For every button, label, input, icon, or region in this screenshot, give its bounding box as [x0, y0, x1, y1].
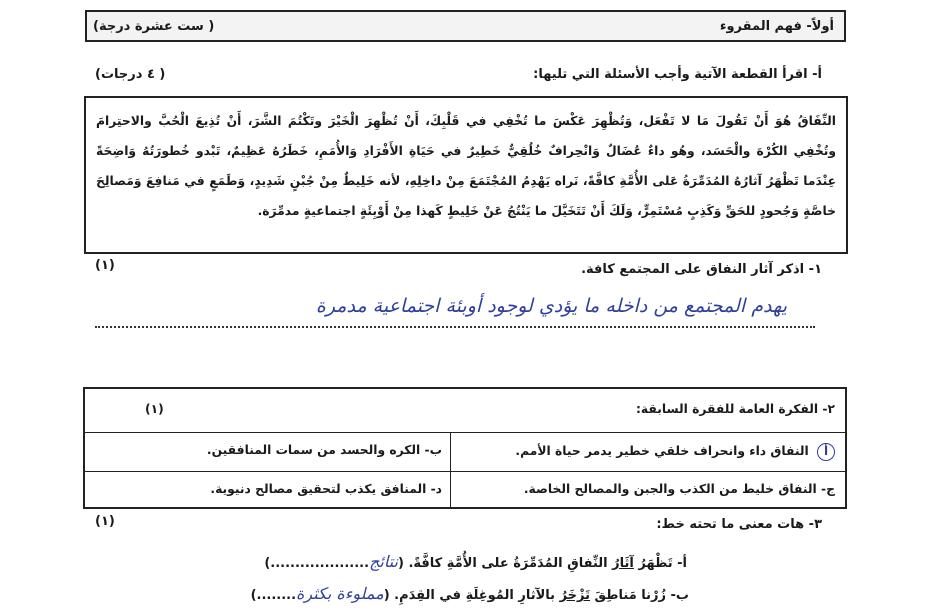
option-c-text: ج- النفاق خليط من الكذب والجبن والمصالح الخاصة.	[523, 482, 835, 496]
table-row	[85, 433, 845, 472]
item-a-handwritten-answer: نتائج	[369, 552, 398, 571]
item-a-underlined-word: آثَارُ	[612, 556, 634, 571]
multiple-choice-table	[83, 387, 847, 509]
question-3: ٣- هات معنى ما تحته خط:	[656, 517, 822, 532]
question-3-item-a	[264, 552, 687, 571]
item-a-after: النِّفاقِ المُدَمِّرَةُ على الأُمَّةِ كافَّةً. (	[398, 556, 613, 571]
question-3-item-b	[251, 584, 689, 603]
item-b-handwritten-answer: مملوءة بكثرة	[296, 584, 384, 603]
item-b-before: ب- زُرْنا مَناطِقَ	[590, 588, 689, 603]
section-title: أولاً- فهم المقروء	[719, 19, 834, 34]
question-3-score: (١)	[95, 514, 115, 529]
section-header	[85, 10, 846, 42]
option-b[interactable]	[85, 433, 451, 471]
question-2: ٢- الفكرة العامة للفقرة السابقة:	[636, 402, 835, 416]
option-c[interactable]	[447, 472, 845, 507]
option-b-text: ب- الكره والحسد من سمات المنافقين.	[206, 443, 442, 457]
item-b-dots: ........)	[250, 588, 297, 603]
section-a-instruction: أ- اقرأ القطعة الآتية وأجب الأسئلة التي تليها:	[533, 67, 822, 82]
section-score: ( ست عشرة درجة)	[93, 19, 215, 34]
reading-passage: النِّفَاقُ هُوَ أَنْ تَقُولَ مَا لا تَفْعَل، وَتُظْهِرَ عَكْسَ ما تُخْفِي في قَلْبِكَ، أَنْ تُظْهِرَ الْخَيْرَ وتَكْتُمَ الشَّرَ، أَنْ تُذِيعَ الْحُبَّ والاحتِرامَ وتُخْفِي الكُرْهَ والْحَسَد، وهُو داءٌ عُضَالٌ وَانْحِرافٌ خُلُقِيٌّ خَطِيرٌ في حَيَاةِ الأَفْرَادِ وَالأُمَمِ، خَطَرُهُ عَظِيمٌ، تَبْدو خُطورَتُهُ وَاضِحَةً عِنْدَما تَظْهَرُ آثارُهُ المُدَمِّرَةُ عَلى الأُمَّةِ كافَّةً، نَراه يَهْدِمُ المُجْتَمَعَ مِنْ داخِلِهِ، لأنه خَلِيطٌ مِنْ جُبْنٍ شَدِيدٍ، وَطَمَعٍ في مَنافِعَ وَمَصالِحَ خاصَّةٍ وَجُحودٍ للحَقِّ وَكَذِبٍ مُسْتَمِرٍّ، وَلَكَ أَنْ تَتَخَيَّلَ ما يَنْتُجُ عَنْ خَلِيطٍ كَهذا مِنْ أَوْبِئَةٍ اجتماعيةٍ مدمِّرَة.	[84, 96, 848, 254]
item-b-underlined-word: تَزْخَرُ	[559, 588, 591, 603]
question-1: ١- اذكر آثار النفاق على المجتمع كافة.	[581, 262, 822, 277]
option-d[interactable]	[85, 472, 451, 507]
section-a-score: ( ٤ درجات)	[95, 67, 166, 82]
option-a[interactable]	[447, 433, 845, 471]
item-b-after: بالآثارِ المُوغِلَةِ في القِدَمِ. (	[383, 588, 560, 603]
question-2-score: (١)	[145, 402, 164, 416]
item-a-before: أ- تَظْهَرُ	[633, 556, 687, 571]
option-d-text: د- المنافق يكذب لتحقيق مصالح دنيوية.	[210, 482, 442, 496]
question-1-handwritten-answer: يهدم المجتمع من داخله ما يؤدي لوجود أوبئة اجتماعية مدمرة	[315, 295, 787, 317]
option-a-text: النفاق داء وانحراف خلقي خطير يدمر حياة الأمم.	[515, 444, 809, 458]
table-row	[85, 472, 845, 507]
item-a-dots: ....................)	[264, 556, 370, 571]
table-row	[85, 389, 845, 433]
selected-option-marker: أ	[817, 443, 835, 461]
question-1-score: (١)	[95, 258, 115, 273]
